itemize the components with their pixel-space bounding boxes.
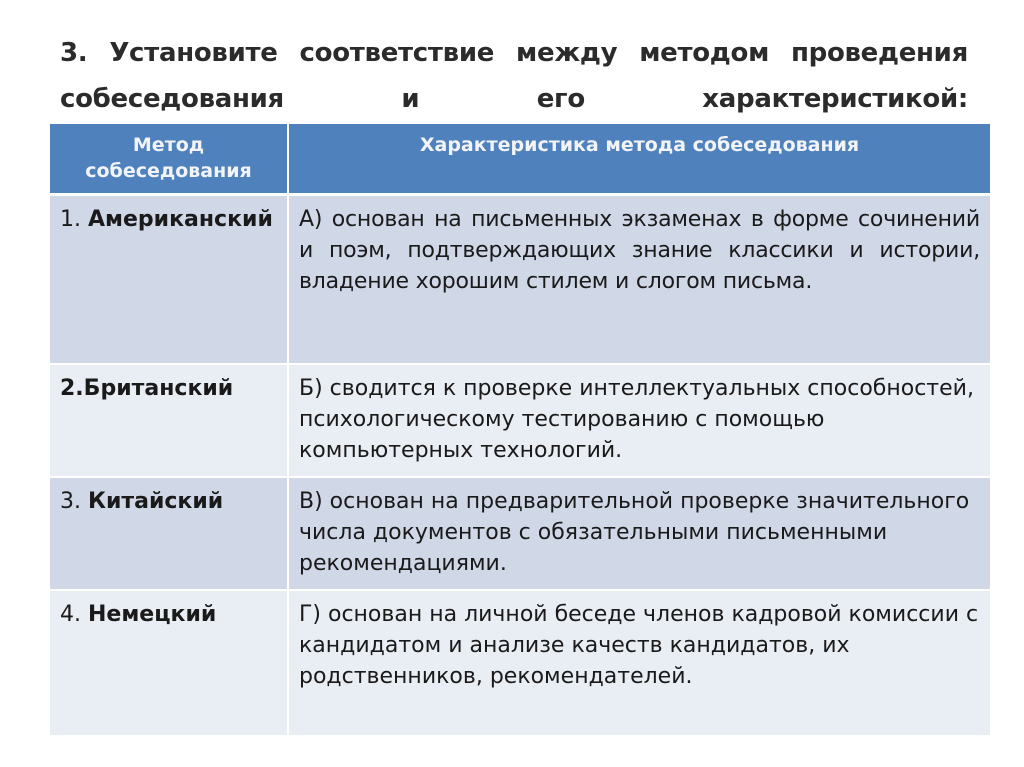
characteristic-cell: В) основан на предварительной проверке значительного числа документов с обязательными письменными рекомендациями. bbox=[288, 477, 990, 590]
method-number: 3. bbox=[60, 489, 88, 514]
method-cell bbox=[50, 477, 288, 590]
title-line-2: собеседования и его характеристикой: bbox=[60, 84, 968, 114]
characteristic-cell: Г) основан на личной беседе членов кадровой комиссии с кандидатом и анализе качеств кандидатов, их родственников, рекомендателей. bbox=[288, 590, 990, 736]
table-header-row bbox=[50, 124, 990, 194]
method-name: Британский bbox=[83, 376, 234, 401]
method-name: Американский bbox=[87, 206, 273, 232]
title-line-1: 3. Установите соответствие между методом проведения bbox=[60, 38, 968, 68]
characteristic-cell: Б) сводится к проверке интеллектуальных способностей, психологическому тестированию с помощью компьютерных технологий. bbox=[288, 364, 990, 477]
matching-table bbox=[50, 124, 990, 737]
slide-title bbox=[60, 30, 968, 122]
method-name: Китайский bbox=[87, 489, 224, 514]
table-row bbox=[50, 194, 990, 364]
method-cell bbox=[50, 590, 288, 736]
header-method: Метод собеседования bbox=[50, 124, 288, 194]
method-number: 2. bbox=[60, 376, 84, 401]
header-characteristic: Характеристика метода собеседования bbox=[288, 124, 990, 194]
method-name: Немецкий bbox=[87, 602, 217, 627]
method-cell bbox=[50, 364, 288, 477]
method-cell bbox=[50, 194, 288, 364]
table-row bbox=[50, 364, 990, 477]
method-number: 4. bbox=[60, 602, 88, 627]
method-number: 1. bbox=[60, 206, 88, 232]
table-row bbox=[50, 477, 990, 590]
characteristic-cell: А) основан на письменных экзаменах в форме сочинений и поэм, подтверждающих знание классики и истории, владение хорошим стилем и слогом письма. bbox=[288, 194, 990, 364]
table-row bbox=[50, 590, 990, 736]
